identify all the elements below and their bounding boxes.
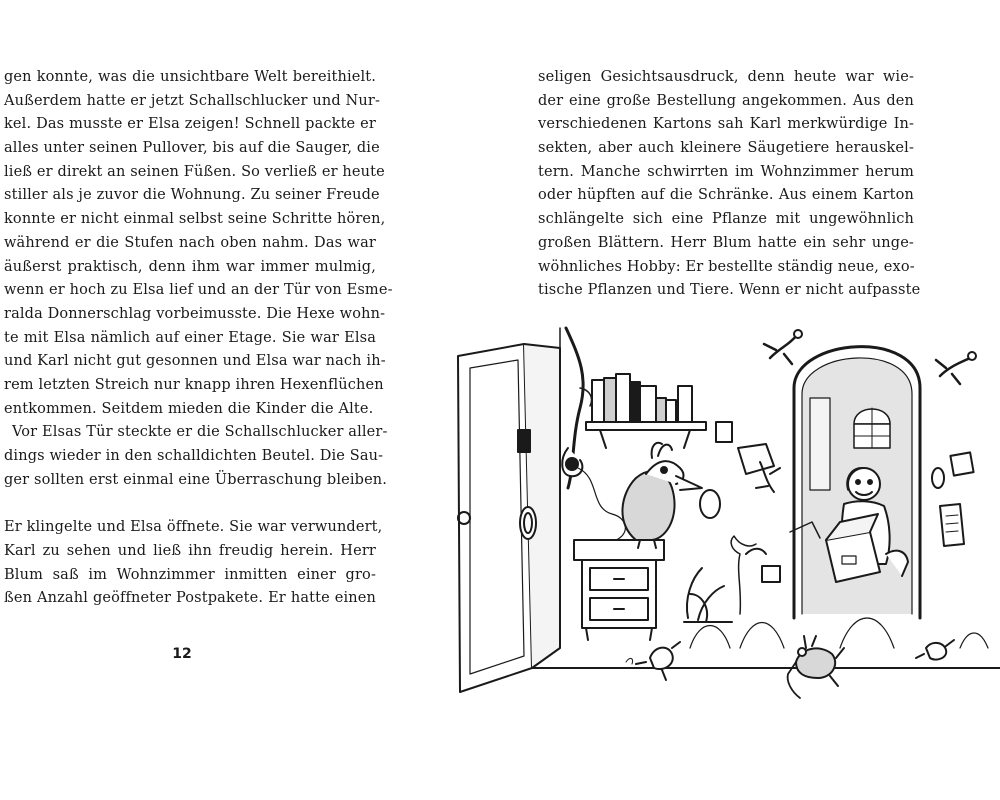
page-number: 12 xyxy=(172,646,192,662)
book-shelf xyxy=(586,374,706,448)
text-line: oder hüpften auf die Schränke. Aus einem Karton xyxy=(538,187,914,204)
text-line: großen Blättern. Herr Blum hatte ein sehr unge- xyxy=(538,234,914,251)
text-line: Außerdem hatte er jetzt Schallschlucker und Nur- xyxy=(4,92,381,109)
wall-notes xyxy=(932,452,974,546)
text-line: alles unter seinen Pullover, bis auf die Sauger, die xyxy=(4,140,380,157)
paragraph-gap xyxy=(4,492,376,516)
text-line: konnte er nicht einmal selbst seine Schritte hören, xyxy=(4,211,386,228)
text-line: tische Pflanzen und Tiere. Wenn er nicht aufpasste xyxy=(538,282,921,299)
text-line: Blum saß im Wohnzimmer inmitten einer gro- xyxy=(4,566,376,583)
text-line: ger sollten erst einmal eine Überraschung bleiben. xyxy=(4,471,388,488)
text-line: ließ er direkt an seinen Füßen. So verließ er heute xyxy=(4,163,385,180)
text-line: te mit Elsa nämlich auf einer Etage. Sie war Elsa xyxy=(4,329,376,346)
motion-lines xyxy=(690,618,988,648)
text-line: Er klingelte und Elsa öffnete. Sie war verwundert, xyxy=(4,519,383,536)
door xyxy=(458,344,560,692)
text-line: ßen Anzahl geöffneter Postpakete. Er hatte einen xyxy=(4,590,376,607)
text-line: Vor Elsas Tür steckte er die Schallschlucker aller- xyxy=(12,424,388,441)
text-line: rem letzten Streich nur knapp ihren Hexenflüchen xyxy=(4,376,384,393)
right-page-text xyxy=(538,66,921,303)
text-line: ralda Donnerschlag vorbeimusste. Die Hexe wohn- xyxy=(4,305,386,322)
floor-plants xyxy=(684,536,766,622)
text-line: seligen Gesichtsausdruck, denn heute war wie- xyxy=(538,69,914,85)
text-line: wöhnliches Hobby: Er bestellte ständig neue, exo- xyxy=(538,258,915,275)
left-page-text xyxy=(4,66,393,611)
text-line: Karl zu sehen und ließ ihn freudig herein. Herr xyxy=(4,543,376,560)
text-line: dings wieder in den schalldichten Beutel. Die Sau- xyxy=(4,448,384,464)
text-line: wenn er hoch zu Elsa lief und an der Tür von Esme- xyxy=(4,282,393,299)
text-line: der eine große Bestellung angekommen. Aus den xyxy=(538,92,914,109)
text-line: sekten, aber auch kleinere Säugetiere herauskel- xyxy=(538,140,914,157)
text-line: und Karl nicht gut gesonnen und Elsa war nach ih- xyxy=(4,353,386,370)
text-line: gen konnte, was die unsichtbare Welt bereithielt. xyxy=(4,69,376,85)
text-line: stiller als je zuvor die Wohnung. Zu seiner Freude xyxy=(4,187,380,204)
illustration xyxy=(440,318,1000,718)
text-line: tern. Manche schwirrten im Wohnzimmer herum xyxy=(538,163,914,180)
bird-creature xyxy=(622,443,702,548)
text-line: während er die Stufen nach oben nahm. Das war xyxy=(4,234,376,251)
text-line: äußerst praktisch, denn ihm war immer mulmig, xyxy=(4,258,376,275)
cabinet xyxy=(574,540,664,640)
telephone xyxy=(562,448,625,540)
text-line: kel. Das musste er Elsa zeigen! Schnell packte er xyxy=(4,116,376,133)
text-line: verschiedenen Kartons sah Karl merkwürdige In- xyxy=(538,116,914,133)
text-line: schlängelte sich eine Pflanze mit ungewöhnlich xyxy=(538,211,914,228)
text-line: entkommen. Seitdem mieden die Kinder die Alte. xyxy=(4,400,374,417)
